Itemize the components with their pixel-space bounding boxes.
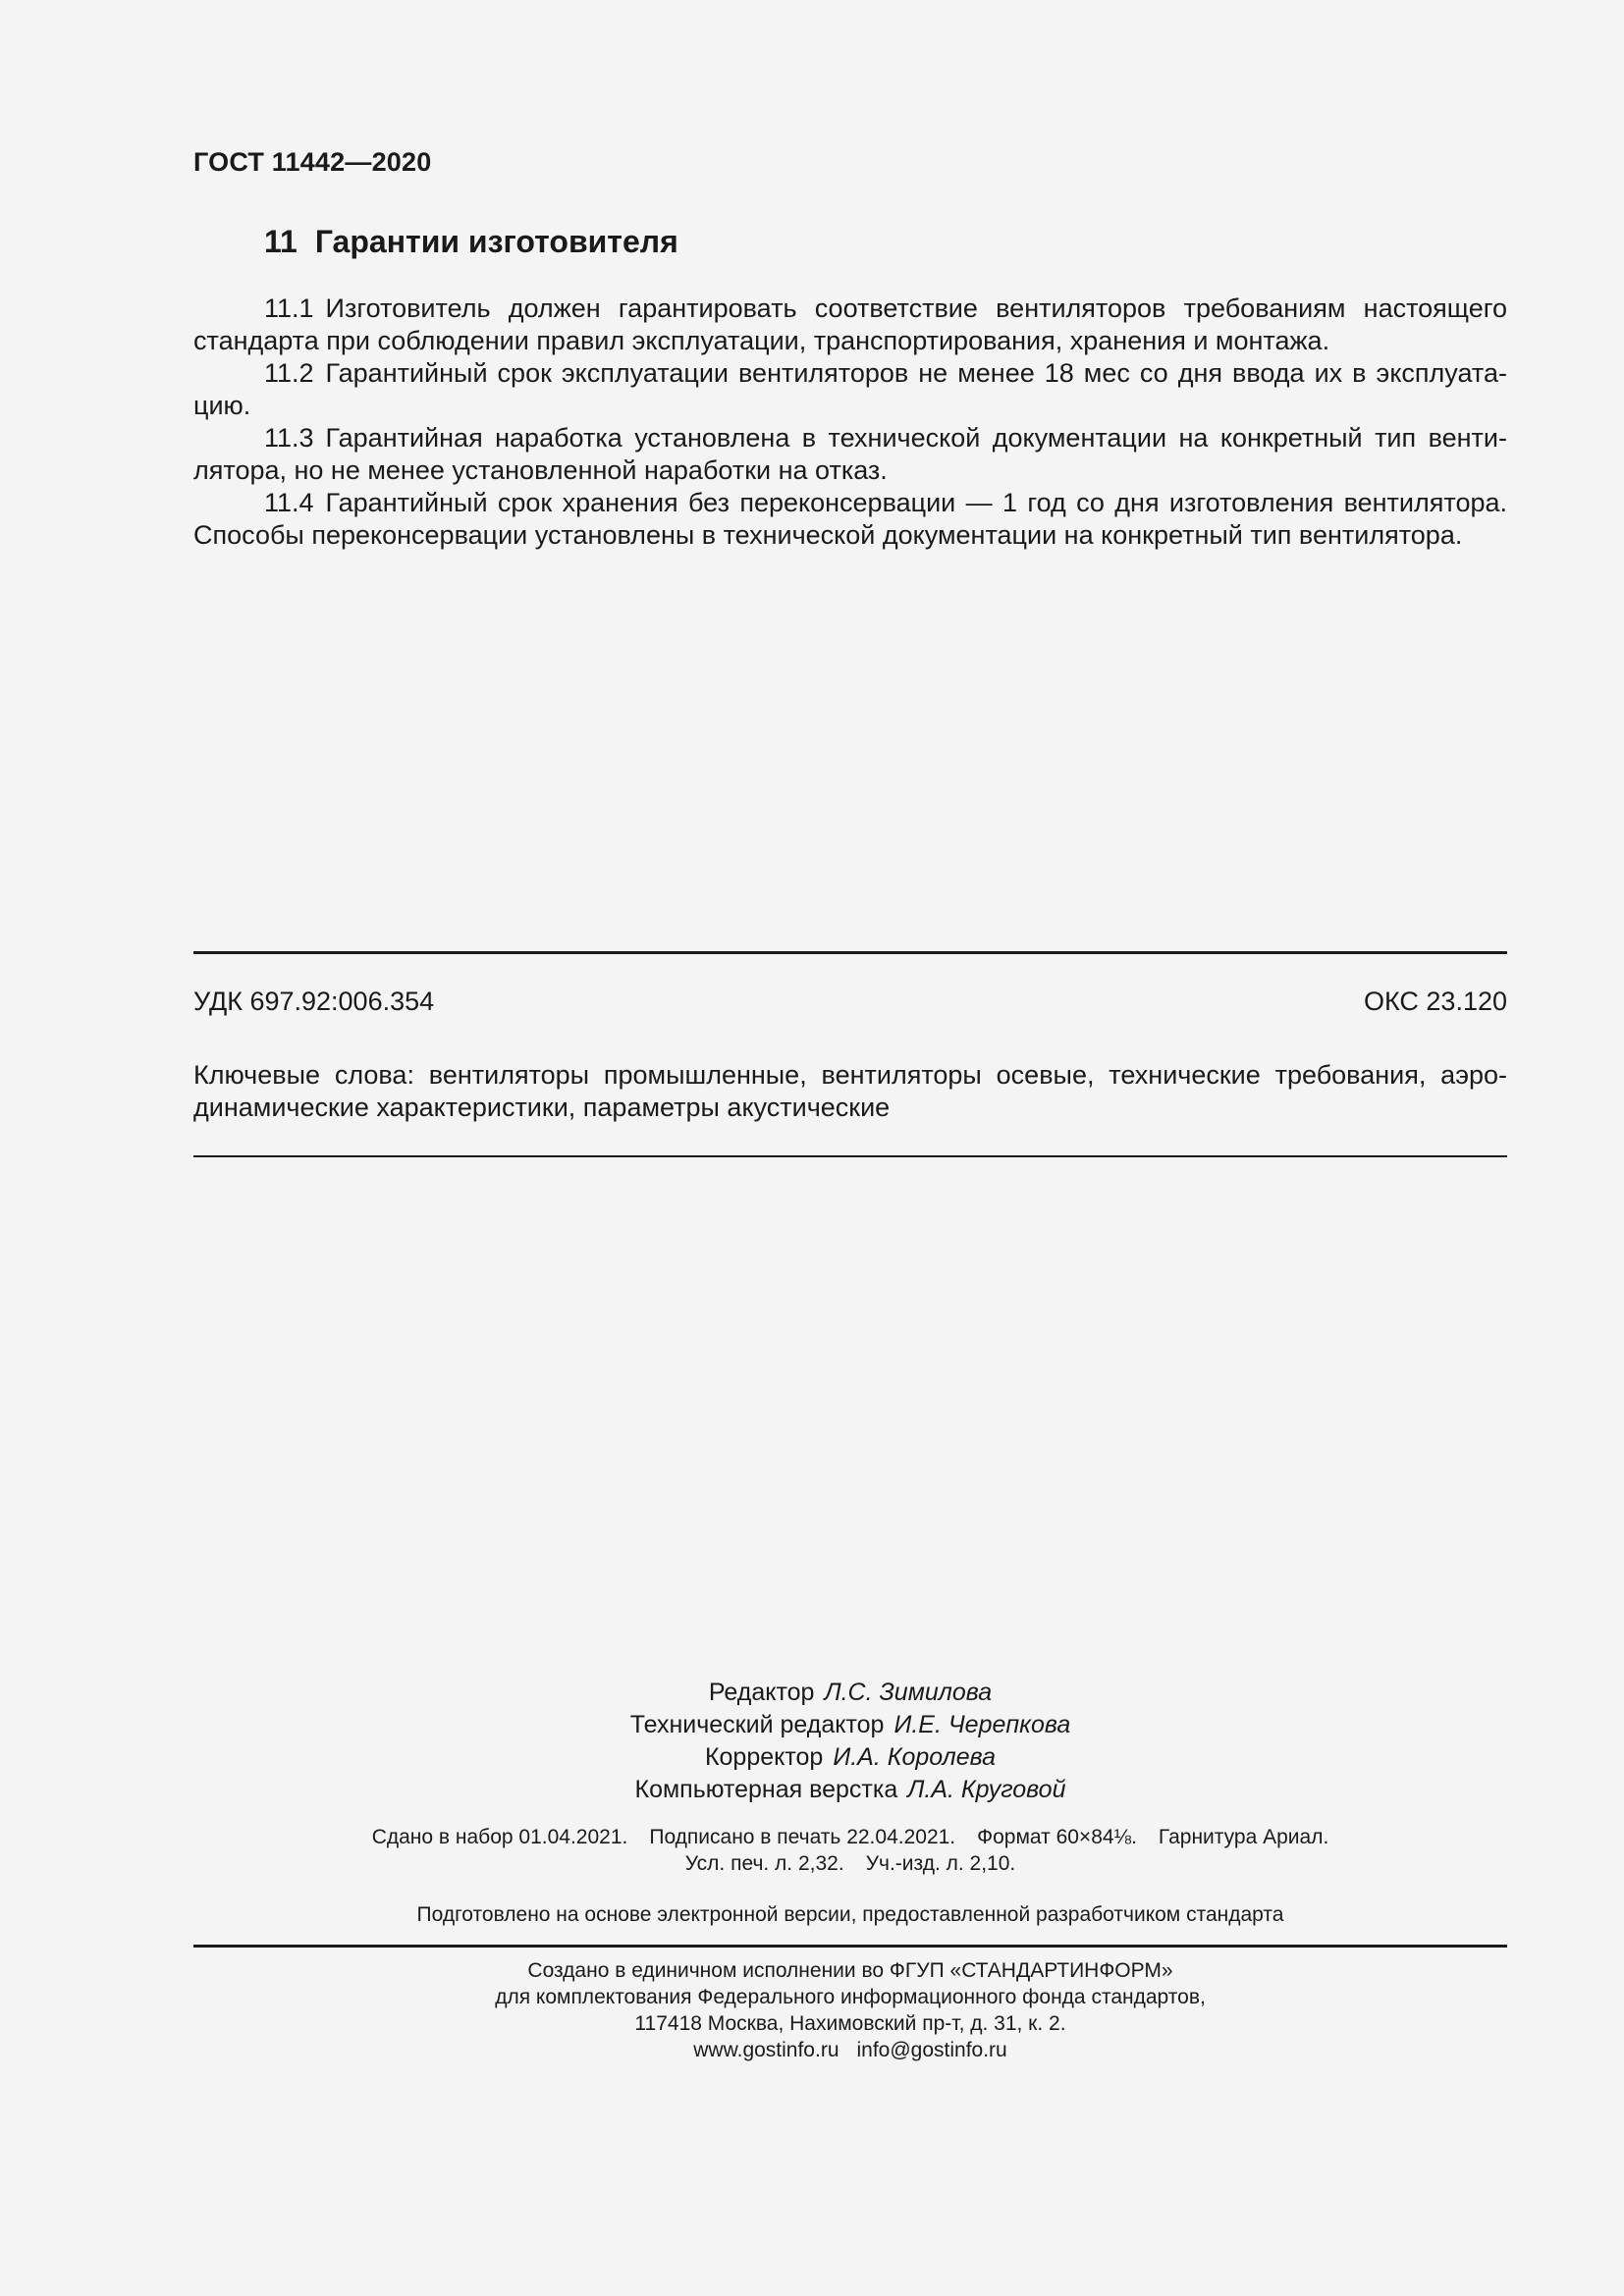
footer-line: Создано в единичном исполнении во ФГУП «СТАНДАРТИНФОРМ» <box>527 1959 1173 1982</box>
udk-code: УДК 697.92:006.354 <box>193 987 435 1016</box>
divider-top <box>193 951 1507 954</box>
editorial-credits <box>193 1677 1507 1806</box>
publication-line-1 <box>193 1824 1507 1850</box>
website-link[interactable]: www.gostinfo.ru <box>693 2039 839 2061</box>
credit-name: Л.А. Круговой <box>907 1776 1066 1803</box>
section-number: 11 <box>264 224 298 259</box>
credit-name: И.А. Королева <box>833 1743 997 1771</box>
footer-line: 117418 Москва, Нахимовский пр-т, д. 31, к. 2. <box>634 2012 1066 2035</box>
email-link[interactable]: info@gostinfo.ru <box>856 2039 1007 2061</box>
typeface: Гарнитура Ариал. <box>1158 1826 1329 1848</box>
clause-text: Гарантийная наработка установлена в технической документации на конкретный тип венти-лятора, но не менее установленной наработки на отказ. <box>193 423 1507 485</box>
print-signed-date: Подписано в печать 22.04.2021. <box>649 1826 956 1848</box>
divider-footer <box>193 1945 1507 1948</box>
prepared-note: Подготовлено на основе электронной версии, предоставленной разработчиком стандарта <box>416 1903 1284 1926</box>
typeset-date: Сдано в набор 01.04.2021. <box>371 1826 628 1848</box>
clause-text: Гарантийный срок эксплуатации вентиляторов не менее 18 мес со дня ввода их в эксплуата-цию. <box>193 358 1507 420</box>
credit-role: Редактор <box>708 1679 815 1706</box>
print-sheets: Усл. печ. л. 2,32. <box>684 1852 844 1875</box>
keywords: Ключевые слова: вентиляторы промышленные, вентиляторы осевые, технические требования, аэро-динамические характеристики, параметры акустические <box>193 1060 1507 1122</box>
publisher-footer <box>193 1957 1507 2063</box>
credit-row <box>193 1709 1507 1741</box>
format: Формат 60×84⅛. <box>977 1826 1137 1848</box>
section-heading <box>264 224 678 260</box>
credit-role: Компьютерная верстка <box>634 1776 898 1803</box>
clause-number: 11.4 <box>264 488 314 517</box>
clause-number: 11.1 <box>264 294 314 323</box>
clause <box>193 357 1507 422</box>
section-title: Гарантии изготовителя <box>314 224 678 259</box>
document-code: ГОСТ 11442—2020 <box>193 147 432 177</box>
clause-text: Гарантийный срок хранения без переконсервации — 1 год со дня изготовления вентилятора. Способы переконсервации установлены в технической документации на конкретный тип вентилятора. <box>193 488 1507 550</box>
document-page <box>193 0 1507 2296</box>
footer-contacts <box>193 2037 1507 2063</box>
credit-role: Корректор <box>704 1743 824 1771</box>
publication-info <box>193 1824 1507 1877</box>
clauses-list <box>193 293 1507 552</box>
publication-line-2 <box>193 1850 1507 1877</box>
footer-line: для комплектования Федерального информационного фонда стандартов, <box>495 1986 1206 2008</box>
credit-name: Л.С. Зимилова <box>824 1679 993 1706</box>
divider-keywords <box>193 1155 1507 1157</box>
credit-row <box>193 1774 1507 1806</box>
clause-text: Изготовитель должен гарантировать соответствие вентиляторов требованиям настоящего стандарта при соблюдении правил эксплуатации, транспортирования, хранения и монтажа. <box>193 294 1507 355</box>
clause-number: 11.3 <box>264 423 314 453</box>
credit-name: И.Е. Черепкова <box>893 1711 1071 1738</box>
credit-row <box>193 1741 1507 1774</box>
clause <box>193 293 1507 357</box>
clause <box>193 422 1507 487</box>
clause-number: 11.2 <box>264 358 314 388</box>
clause <box>193 487 1507 552</box>
publisher-sheets: Уч.-изд. л. 2,10. <box>865 1852 1016 1875</box>
credit-row <box>193 1677 1507 1709</box>
oks-code: ОКС 23.120 <box>1363 987 1507 1016</box>
credit-role: Технический редактор <box>629 1711 885 1738</box>
